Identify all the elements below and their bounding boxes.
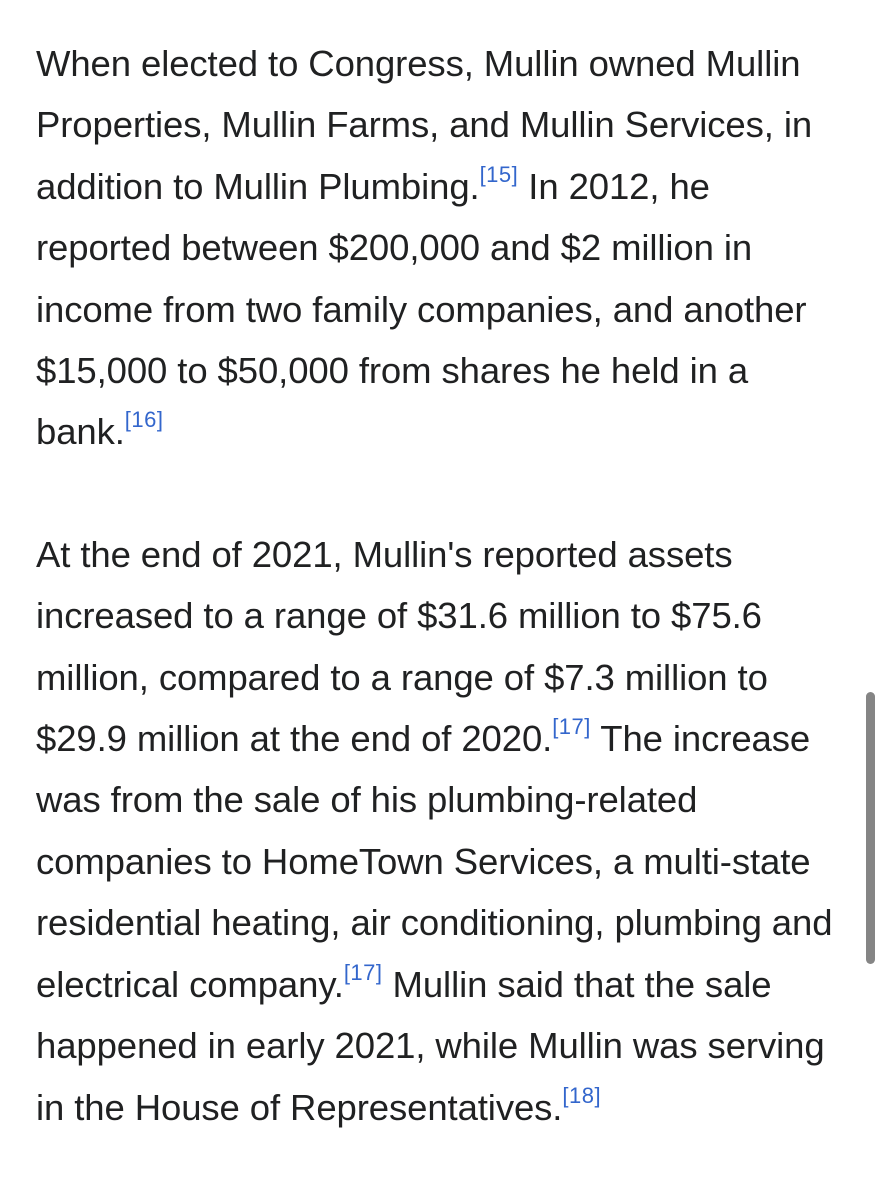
paragraph-business-holdings xyxy=(36,33,846,463)
paragraph-text: At the end of 2021, Mullin's reported assets increased to a range of $31.6 million to $75.6 million, compared to a range of $7.3 million to $29.9 million at the end of 2020. xyxy=(36,533,768,760)
citation-link-15[interactable]: [15] xyxy=(479,161,519,187)
citation-link-16[interactable]: [16] xyxy=(124,407,164,433)
citation-link-17[interactable]: [17] xyxy=(552,714,591,740)
paragraph-text: The increase was from the sale of his plumbing-related companies to HomeTown Services, a multi-state residential heating, air conditioning, plumbing and electrical company. xyxy=(36,718,833,1005)
citation-link-18[interactable]: [18] xyxy=(562,1082,602,1108)
article-body xyxy=(36,33,846,1199)
paragraph-text: When elected to Congress, Mullin owned Mullin Properties, Mullin Farms, and Mullin Services, in addition to Mullin Plumbing. xyxy=(36,43,813,207)
paragraph-text: In 2012, he reported between $200,000 and $2 million in income from two family companies, and another $15,000 to $50,000 from shares he held in a bank. xyxy=(36,165,807,453)
vertical-scrollbar[interactable] xyxy=(866,692,875,964)
paragraph-assets-2021 xyxy=(36,524,846,1138)
citation-link-17[interactable]: [17] xyxy=(343,959,383,985)
paragraph-text: Mullin said that the sale happened in early 2021, while Mullin was serving in the House of Representatives. xyxy=(36,963,825,1128)
